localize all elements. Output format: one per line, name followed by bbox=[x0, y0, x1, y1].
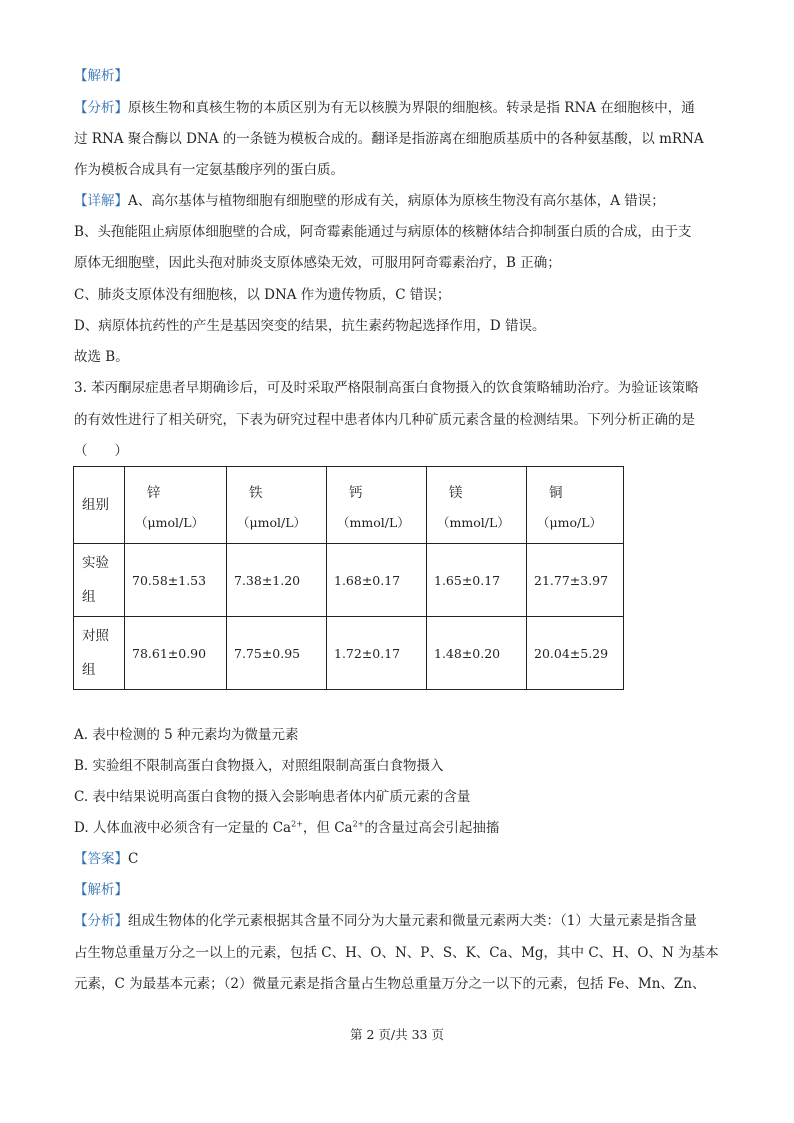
column-header: 钙 （mmol/L） bbox=[327, 467, 427, 544]
row-label-cell: 对照 组 bbox=[74, 617, 125, 690]
option-d: D. 人体血液中必须含有一定量的 $Ca^{2+}$，但 $Ca^{2+}$的含量过高会引起抽搐 bbox=[74, 819, 500, 836]
conclusion-line: 故选 B。 bbox=[74, 349, 129, 365]
answer-line: 【答案】C bbox=[74, 851, 139, 867]
page-footer: 第 2 页/共 33 页 bbox=[350, 1027, 444, 1042]
table-cell: 1.68±0.17 bbox=[327, 544, 427, 617]
detail-line-4: C、肺炎支原体没有细胞核，以 DNA 作为遗传物质，C 错误； bbox=[74, 287, 451, 303]
analysis-line-2: 过 RNA 聚合酶以 DNA 的一条链为模板合成的。翻译是指游离在细胞质基质中的各种氨基酸，以 mRNA bbox=[74, 131, 704, 147]
analysis-line-3: 作为模板合成具有一定氨基酸序列的蛋白质。 bbox=[74, 162, 344, 178]
analysis2-line-1: 【分析】组成生物体的化学元素根据其含量不同分为大量元素和微量元素两大类：（1）大量元素是指含量 bbox=[74, 913, 697, 929]
table-cell: 78.61±0.90 bbox=[125, 617, 227, 690]
group-header-cell: 组别 bbox=[74, 467, 125, 544]
table-header-row bbox=[74, 467, 624, 544]
table-cell: 7.38±1.20 bbox=[227, 544, 327, 617]
column-header: 铁 （μmol/L） bbox=[227, 467, 327, 544]
table-cell: 70.58±1.53 bbox=[125, 544, 227, 617]
detail-line-2: B、头孢能阻止病原体细胞壁的合成，阿奇霉素能通过与病原体的核糖体结合抑制蛋白质的合成，由于支 bbox=[74, 224, 692, 240]
column-header: 锌 （μmol/L） bbox=[125, 467, 227, 544]
question-line-2: 的有效性进行了相关研究，下表为研究过程中患者体内几种矿质元素含量的检测结果。下列分析正确的是 bbox=[74, 412, 695, 428]
table-cell: 1.48±0.20 bbox=[427, 617, 527, 690]
table-cell: 1.65±0.17 bbox=[427, 544, 527, 617]
detail-line-1: 【详解】A、高尔基体与植物细胞有细胞壁的形成有关，病原体为原核生物没有高尔基体，A 错误； bbox=[74, 193, 665, 209]
option-b: B. 实验组不限制高蛋白食物摄入，对照组限制高蛋白食物摄入 bbox=[74, 758, 444, 774]
detail-line-5: D、病原体抗药性的产生是基因突变的结果，抗生素药物起选择作用，D 错误。 bbox=[74, 318, 546, 334]
detail-line-3: 原体无细胞壁，因此头孢对肺炎支原体感染无效，可服用阿奇霉素治疗，B 正确； bbox=[74, 255, 561, 271]
table-cell: 21.77±3.97 bbox=[527, 544, 624, 617]
option-c: C. 表中结果说明高蛋白食物的摄入会影响患者体内矿质元素的含量 bbox=[74, 789, 471, 805]
question-line-1: 3. 苯丙酮尿症患者早期确诊后，可及时采取严格限制高蛋白食物摄入的饮食策略辅助治疗。为验证该策略 bbox=[74, 380, 699, 396]
analysis2-line-3: 元素，C 为最基本元素；（2）微量元素是指含量占生物总重量万分之一以下的元素，包括 Fe、Mn、Zn、 bbox=[74, 976, 706, 992]
table-cell: 7.75±0.95 bbox=[227, 617, 327, 690]
question-line-3: （ ） bbox=[74, 443, 128, 459]
column-header: 镁 （mmol/L） bbox=[427, 467, 527, 544]
table-cell: 1.72±0.17 bbox=[327, 617, 427, 690]
table-cell: 20.04±5.29 bbox=[527, 617, 624, 690]
section-label-jiexi-2: 【解析】 bbox=[74, 882, 128, 898]
analysis-line-1: 【分析】原核生物和真核生物的本质区别为有无以核膜为界限的细胞核。转录是指 RNA 在细胞核中，通 bbox=[74, 100, 695, 116]
row-label-cell: 实验 组 bbox=[74, 544, 125, 617]
mineral-content-table bbox=[73, 466, 624, 690]
section-label-jiexi: 【解析】 bbox=[74, 68, 128, 84]
analysis2-line-2: 占生物总重量万分之一以上的元素，包括 C、H、O、N、P、S、K、Ca、Mg，其中 C、H、O、N 为基本 bbox=[74, 945, 719, 961]
table-row bbox=[74, 617, 624, 690]
option-a: A. 表中检测的 5 种元素均为微量元素 bbox=[74, 727, 299, 743]
table-row bbox=[74, 544, 624, 617]
column-header: 铜 （μmo/L） bbox=[527, 467, 624, 544]
